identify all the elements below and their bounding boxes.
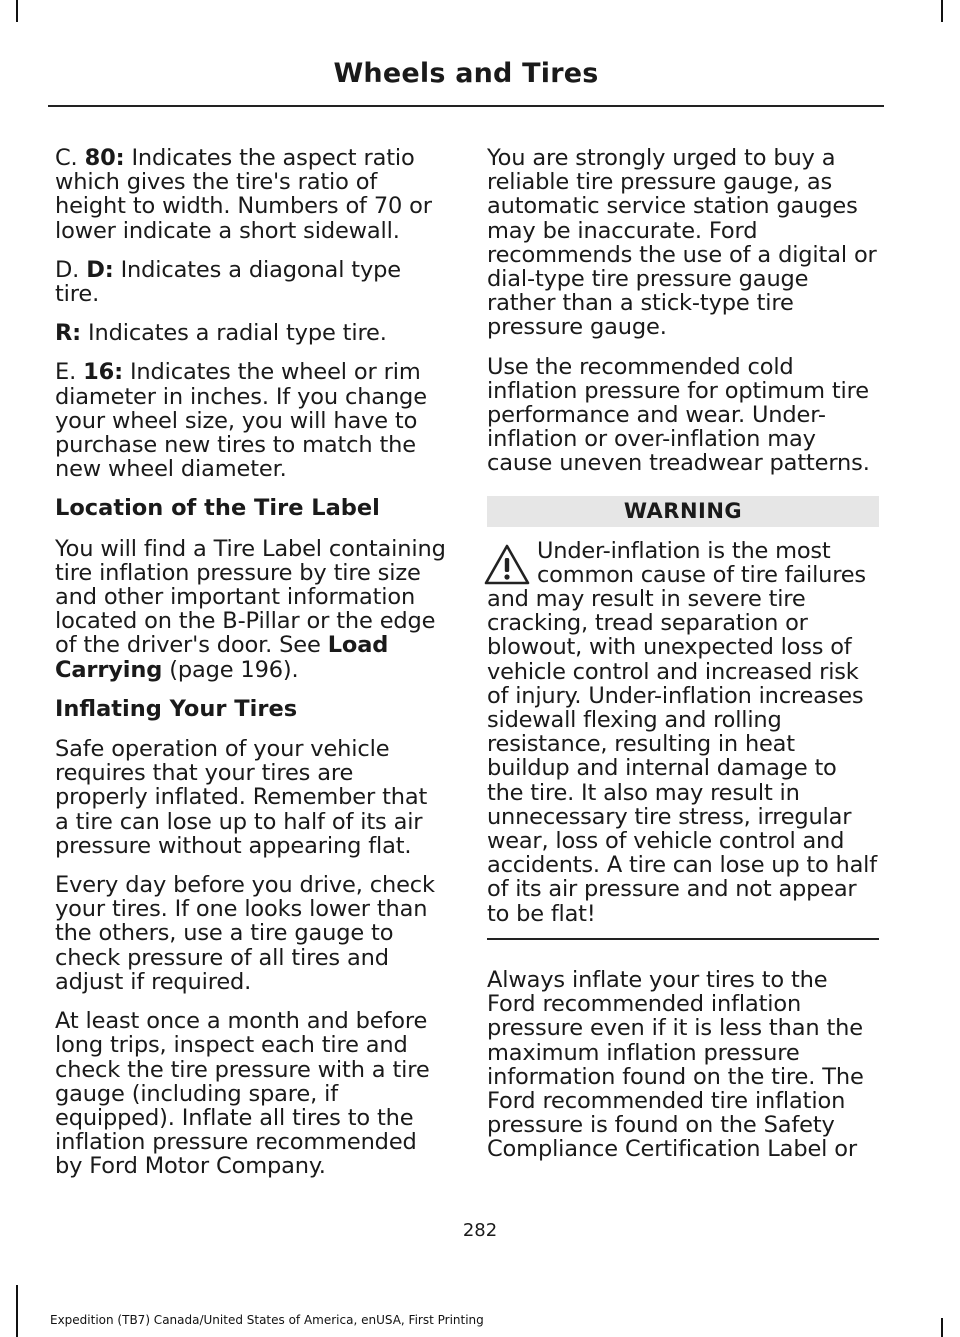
- header-divider: [48, 105, 884, 107]
- paragraph-aspect-ratio: [55, 146, 447, 243]
- term: 80:: [84, 145, 125, 171]
- paragraph-diagonal: [55, 258, 447, 306]
- paragraph-pressure-gauge: You are strongly urged to buy a reliable tire pressure gauge, as automatic service station gauges may be inaccurate. Ford recommends the use of a digital or dial-type tire pressure gauge rather than a stick-type tire pressure gauge.: [487, 145, 877, 341]
- paragraph-safe-operation: Safe operation of your vehicle requires that your tires are properly inflated. Remember that a tire can lose up to half of its air pressure without appearing flat.: [55, 736, 428, 859]
- definition: Indicates a diagonal type tire.: [55, 256, 401, 308]
- crop-mark: [16, 0, 18, 22]
- definition: Indicates a radial type tire.: [81, 320, 387, 347]
- right-column: [487, 146, 879, 1177]
- body-text: You will find a Tire Label containing tire inflation pressure by tire size and other important information located on the B-Pillar or the edge of the driver's door. See: [55, 535, 446, 659]
- footer-text: Expedition (TB7) Canada/United States of America, enUSA, First Printing: [50, 1313, 484, 1327]
- warning-text: Under-inflation is the most common cause of tire failures and may result in severe tire cracking, tread separation or blowout, with unexpected loss of vehicle control and increased risk of injury. Under-inflation increases sidewall flexing and rolling resistance, resulting in heat buildup and internal damage to the tire. It also may result in unnecessary tire stress, irregular wear, loss of vehicle control and accidents. A tire can lose up to half of its air pressure and not appear to be flat!: [487, 537, 877, 927]
- paragraph-rim-diameter: [55, 360, 447, 481]
- definition: Indicates the wheel or rim diameter in inches. If you change your wheel size, you will have to purchase new tires to match the new wheel diameter.: [55, 359, 427, 483]
- left-column: [55, 146, 447, 1194]
- paragraph-radial: [55, 321, 447, 345]
- cross-reference-link[interactable]: Load Carrying: [55, 632, 389, 683]
- term: D:: [86, 256, 114, 283]
- paragraph-tire-label: [55, 537, 447, 682]
- term: R:: [55, 320, 82, 347]
- warning-box: [487, 539, 879, 926]
- page-number: 282: [462, 1220, 498, 1241]
- crop-mark: [16, 1285, 18, 1337]
- warning-header: WARNING: [487, 496, 879, 527]
- paragraph-cold-inflation: Use the recommended cold inflation pressure for optimum tire performance and wear. Under-inflation or over-inflation may cause uneven treadwear patterns.: [487, 353, 870, 477]
- page-reference: (page 196).: [162, 656, 299, 683]
- item-letter: E.: [55, 359, 84, 386]
- term: 16:: [83, 359, 123, 386]
- heading-inflating: Inflating Your Tires: [55, 695, 298, 722]
- item-letter: D.: [55, 256, 87, 283]
- paragraph-monthly: At least once a month and before long trips, inspect each tire and check the tire pressure with a tire gauge (including spare, if equipped). Inflate all tires to the inflation pressure recommended by Ford Motor Company.: [55, 1008, 430, 1180]
- definition: Indicates the aspect ratio which gives the tire's ratio of height to width. Numbers of 70 or lower indicate a short sidewall.: [55, 145, 432, 244]
- warning-triangle-icon: [483, 543, 531, 587]
- item-letter: C.: [55, 145, 85, 171]
- crop-mark: [941, 0, 943, 22]
- page-title: Wheels and Tires: [333, 58, 599, 89]
- paragraph-always-inflate: Always inflate your tires to the Ford recommended inflation pressure even if it is less than the maximum inflation pressure information found on the tire. The Ford recommended tire inflation pressure is found on the Safety Compliance Certification Label or: [487, 966, 864, 1163]
- warning-divider: [487, 938, 879, 940]
- crop-mark: [941, 1318, 943, 1337]
- paragraph-every-day: Every day before you drive, check your tires. If one looks lower than the others, use a tire gauge to check pressure of all tires and adjust if required.: [55, 872, 435, 995]
- heading-tire-label: Location of the Tire Label: [55, 495, 380, 522]
